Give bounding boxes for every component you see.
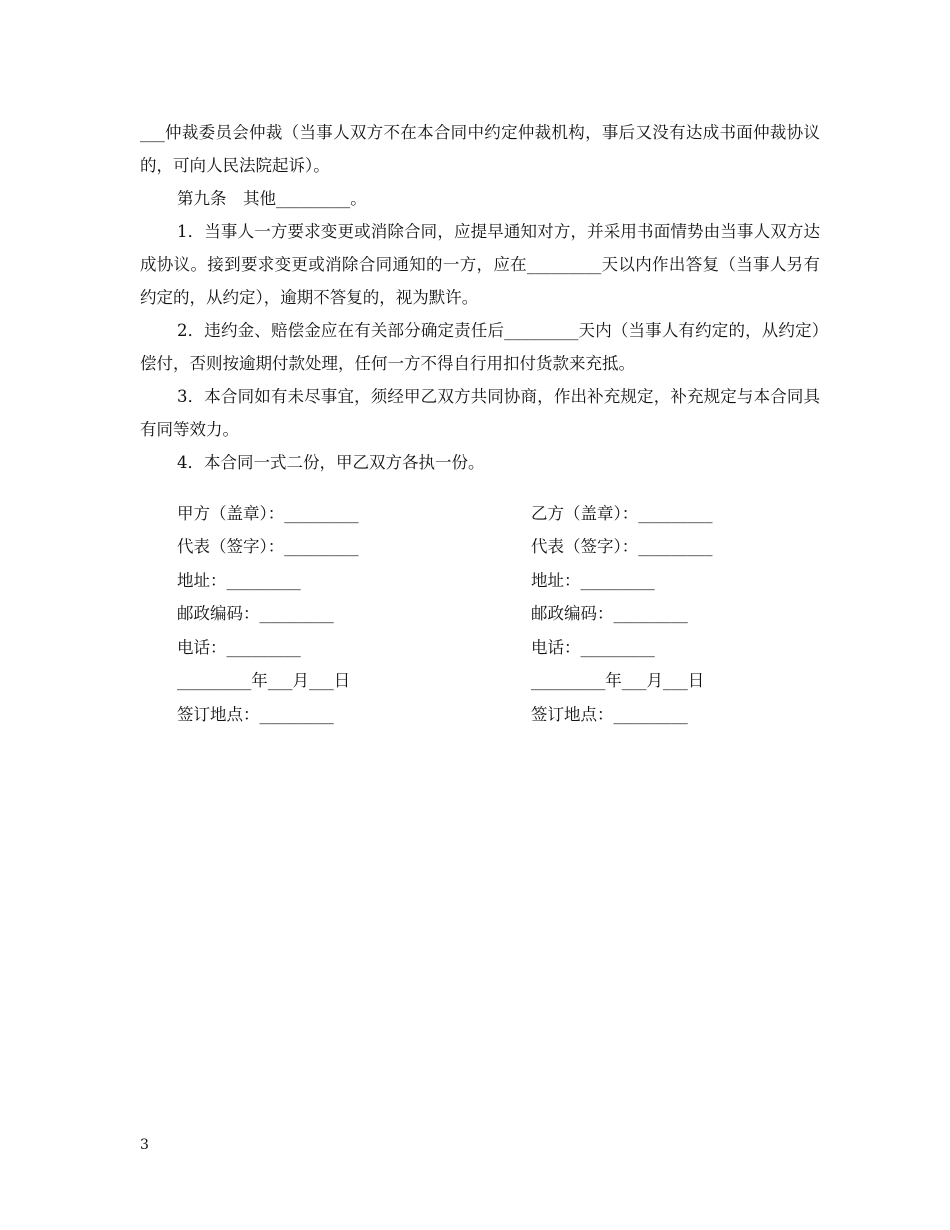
party-b-address: 地址：_________ — [531, 571, 655, 590]
party-b-date: _________年___月___日 — [531, 671, 705, 690]
signature-row-address — [177, 564, 797, 597]
party-a-postcode: 邮政编码：_________ — [177, 604, 334, 623]
party-b-postcode: 邮政编码：_________ — [531, 604, 688, 623]
party-a-date: _________年___月___日 — [177, 671, 351, 690]
party-a-representative: 代表（签字）：_________ — [177, 537, 359, 556]
signature-row-phone — [177, 631, 797, 664]
clause-1-contract-change: 1．当事人一方要求变更或消除合同，应提早通知对方，并采用书面情势由当事人双方达成协议。接到要求变更或消除合同通知的一方，应在_________天以内作出答复（当事人另有约定的，从约定），逾期不答复的，视为默许。 — [140, 222, 820, 307]
party-b-phone: 电话：_________ — [531, 638, 655, 657]
clause-2-penalty: 2．违约金、赔偿金应在有关部分确定责任后_________天内（当事人有约定的，从约定）偿付，否则按逾期付款处理，任何一方不得自行用扣付货款来充抵。 — [140, 321, 820, 373]
arbitration-clause-continued: ___仲裁委员会仲裁（当事人双方不在本合同中约定仲裁机构，事后又没有达成书面仲裁协议的，可向人民法院起诉）。 — [140, 123, 820, 175]
signature-row-representative — [177, 530, 797, 563]
party-b-representative: 代表（签字）：_________ — [531, 537, 713, 556]
party-b-signing-place: 签订地点：_________ — [531, 705, 688, 724]
clause-4-copies: 4．本合同一式二份，甲乙双方各执一份。 — [177, 453, 485, 472]
party-b-seal: 乙方（盖章）：_________ — [531, 504, 713, 523]
article-nine-heading: 第九条 其他_________。 — [177, 189, 367, 208]
signature-row-seal — [177, 497, 797, 530]
party-a-signing-place: 签订地点：_________ — [177, 705, 334, 724]
party-a-phone: 电话：_________ — [177, 638, 301, 657]
signature-row-postcode — [177, 597, 797, 630]
party-a-address: 地址：_________ — [177, 571, 301, 590]
clause-3-supplement: 3．本合同如有未尽事宜，须经甲乙双方共同协商，作出补充规定，补充规定与本合同具有同等效力。 — [140, 387, 820, 439]
page-number: 3 — [140, 1137, 149, 1153]
signature-row-date — [177, 664, 797, 697]
signature-row-place — [177, 698, 797, 731]
party-a-seal: 甲方（盖章）：_________ — [177, 504, 359, 523]
